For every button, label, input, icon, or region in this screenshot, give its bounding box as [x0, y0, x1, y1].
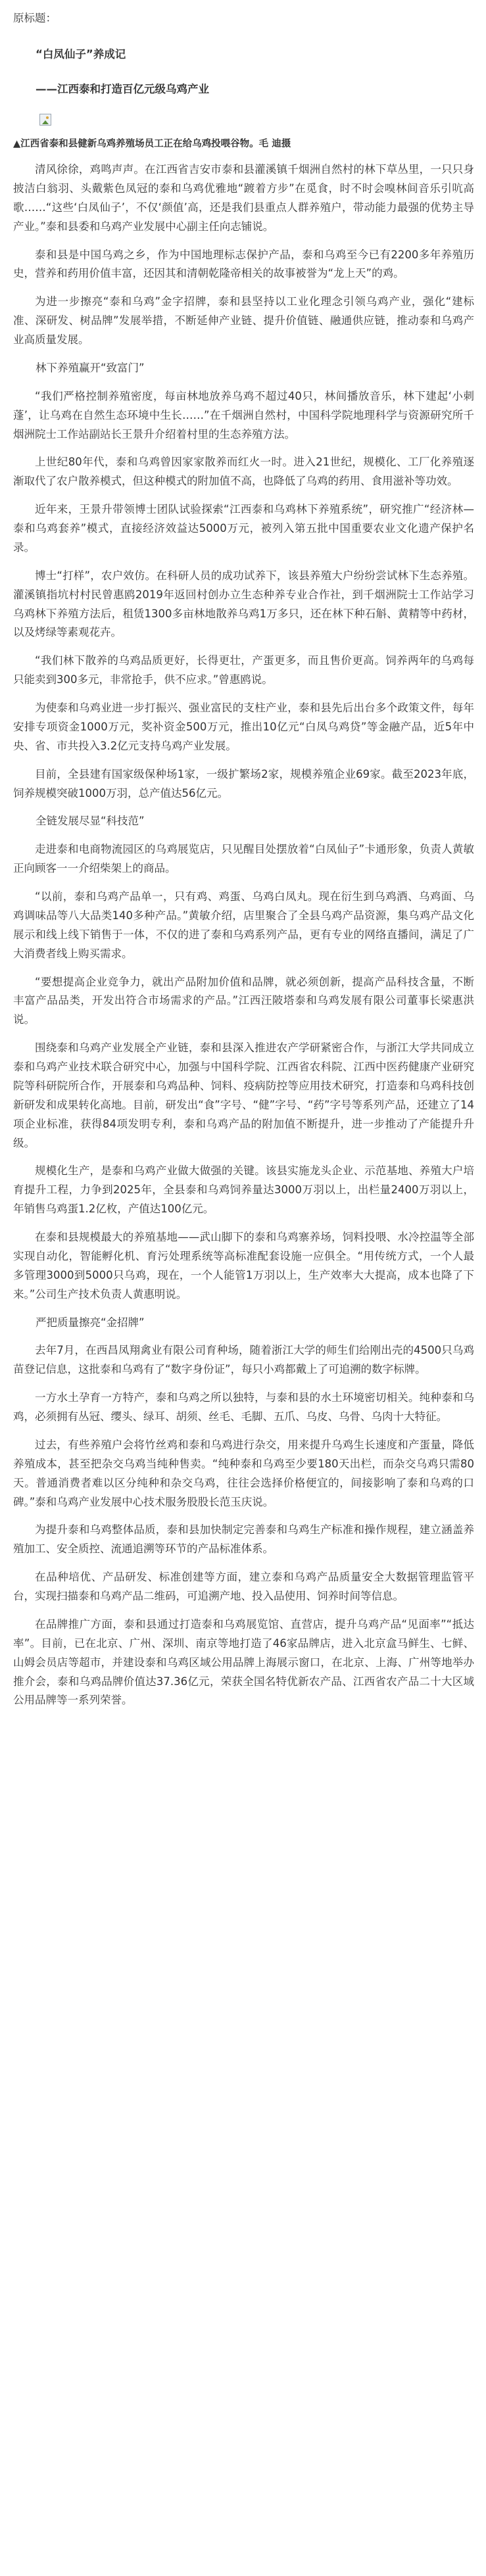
- paragraph: 博士“打样”，农户效仿。在科研人员的成功试养下，该县养殖大户纷纷尝试林下生态养殖。灌溪镇指坑村村民曾惠鸥2019年返回村创办立生态种养专业合作社，到千烟洲院士工作站学习乌鸡林下养殖方法后，租赁1300多亩林地散养乌鸡1万多只，还在林下种石斛、黄精等中药材，以及烤绿等素观花卉。: [13, 569, 474, 639]
- paragraph: 为进一步擦亮“泰和乌鸡”金字招牌，泰和县坚持以工业化理念引领乌鸡产业，强化“建标准、深研发、树品牌”发展举措，不断延伸产业链、提升价值链、融通供应链，推动泰和乌鸡产业高质量发展。: [13, 295, 474, 346]
- paragraph: 去年7月，在西昌凤翔禽业有限公司育种场，随着浙江大学的师生们给刚出壳的4500只乌鸡苗登记信息，这批泰和乌鸡有了“数字身份证”，每只小鸡都戴上了可追溯的数字标牌。: [13, 1344, 474, 1376]
- section-heading: 全链发展尽显“科技范”: [36, 815, 145, 828]
- article-title: “白凤仙子”养成记: [36, 47, 126, 60]
- paragraph: 在品种培优、产品研发、标准创建等方面，建立泰和乌鸡产品质量安全大数据管理监管平台，实现扫描泰和乌鸡产品二维码，可追溯产地、投入品使用、饲养时间等信息。: [13, 1571, 474, 1602]
- paragraph: 清风徐徐，鸡鸣声声。在江西省吉安市泰和县灌溪镇千烟洲自然村的林下草丛里，一只只身披洁白翁羽、头戴紫色凤冠的泰和乌鸡优雅地“踱着方步”在觅食，时不时会嗅林间音乐引吭高歌……“这些‘白凤仙子’，不仅‘颜值’高，还是我们县重点人群养殖户，带动能力最强的优势主导产业。”泰和县委和乌鸡产业发展中心副主任向志铺说。: [13, 163, 474, 233]
- paragraph: 一方水土孕育一方特产，泰和乌鸡之所以独特，与泰和县的水土环境密切相关。纯种泰和乌鸡，必须拥有丛冠、缨头、绿耳、胡须、丝毛、毛脚、五爪、乌皮、乌骨、乌肉十大特征。: [13, 1391, 474, 1423]
- section-heading: 严把质量擦亮“金招牌”: [36, 1316, 145, 1329]
- paragraph: 在泰和县规模最大的养殖基地——武山脚下的泰和乌鸡寨养场，饲料投喂、水冷控温等全部实现自动化，智能孵化机、育污处理系统等高标准配套设施一应俱全。“用传统方式，一个人最多管理3000到5000只乌鸡，现在，一个人能管1万羽以上，生产效率大大提高，成本也降了下来。”公司生产技术负责人黄惠明说。: [13, 1231, 474, 1300]
- paragraph: 过去，有些养殖户会将竹丝鸡和泰和乌鸡进行杂交，用来提升乌鸡生长速度和产蛋量，降低养殖成本，甚至把杂交乌鸡当纯种售卖。“纯种泰和乌鸡至少要180天出栏，而杂交乌鸡只需80天。普通消费者难以区分纯种和杂交乌鸡，往往会选择价格便宜的，间接影响了泰和乌鸡的口碑。”泰和乌鸡产业发展中心技术服务股股长范玉庆说。: [13, 1438, 474, 1508]
- broken-image-icon: [39, 114, 51, 126]
- paragraph: “以前，泰和乌鸡产品单一，只有鸡、鸡蛋、乌鸡白凤丸。现在衍生到乌鸡酒、乌鸡面、乌鸡调味品等八大品类140多种产品。”黄敏介绍，店里聚合了全县乌鸡产品资源，集乌鸡产品文化展示和线上线下销售于一体，不仅的进了泰和乌鸡系列产品，更有专业的网络直播间，满足了广大消费者线上购买需求。: [13, 890, 474, 960]
- paragraph: 规模化生产，是泰和乌鸡产业做大做强的关键。该县实施龙头企业、示范基地、养殖大户培育提升工程，力争到2025年，全县泰和乌鸡饲养量达3000万羽以上，出栏量2400万羽以上，年销售乌鸡蛋1.2亿枚，产值达100亿元。: [13, 1164, 474, 1216]
- paragraph: 泰和县是中国乌鸡之乡，作为中国地理标志保护产品，泰和乌鸡至今已有2200多年养殖历史，营养和药用价值丰富，还因其和清朝乾隆帝相关的故事被誉为“龙上天”的鸡。: [13, 248, 474, 280]
- paragraph: 在品牌推广方面，泰和县通过打造泰和乌鸡展览馆、直营店，提升乌鸡产品“见面率”“抵达率”。目前，已在北京、广州、深圳、南京等地打造了46家品牌店，进入北京盒马鲜生、七鲜、山姆会员店等超市，并建设泰和乌鸡区域公用品牌上海展示窗口，在北京、上海、广州等地举办推介会，泰和乌鸡品牌价值达37.36亿元，荣获全国名特优新农产品、江西省农产品二十大区域公用品牌等一系列荣誉。: [13, 1617, 474, 1707]
- paragraph: 走进泰和电商物流园区的乌鸡展览店，只见醒目处摆放着“白凤仙子”卡通形象，负责人黄敏正向顾客一一介绍柴架上的商品。: [13, 843, 474, 875]
- paragraph: 近年来，王景升带领博士团队试验探索“江西泰和乌鸡林下养殖系统”，研究推广“经济林—泰和乌鸡套养”模式，直接经济效益达5000万元，被列入第五批中国重要农业文化遗产保护名录。: [13, 503, 474, 554]
- photo-caption: ▲江西省泰和县健新乌鸡养殖场员工正在给乌鸡投喂谷物。毛 迪摄: [13, 138, 291, 149]
- paragraph: 围绕泰和乌鸡产业发展全产业链，泰和县深入推进农产学研紧密合作，与浙江大学共同成立泰和乌鸡产业技术联合研究中心，加强与中国科学院、江西省农科院、江西中医药健康产业研究院等科研院所合作，开展泰和乌鸡品种、饲料、疫病防控等应用技术研究，打造泰和乌鸡科技创新研发和成果转化高地。目前，研发出“食”字号、“健”字号、“药”字号等系列产品，还建立了14项企业标准，获得84项发明专利，泰和乌鸡产品的附加值不断提升，进一步推动了产能提升升级。: [13, 1041, 474, 1149]
- article-subtitle: ——江西泰和打造百亿元级乌鸡产业: [36, 82, 209, 95]
- paragraph: “要想提高企业竞争力，就出产品附加价值和品牌，就必须创新，提高产品科技含量，不断丰富产品品类，开发出符合市场需求的产品。”江西汪陂塔泰和乌鸡发展有限公司董事长梁惠洪说。: [13, 975, 474, 1026]
- paragraph: “我们林下散养的乌鸡品质更好，长得更壮，产蛋更多，而且售价更高。饲养两年的乌鸡每只能卖到300多元，非常抢手，供不应求。”曾惠鸥说。: [13, 654, 474, 686]
- paragraph: 上世纪80年代，泰和乌鸡曾因家家散养而红火一时。进入21世纪，规模化、工厂化养殖逐渐取代了农户散养模式，但这种模式的附加值不高，也降低了乌鸡的药用、食用滋补等功效。: [13, 456, 474, 488]
- original-title-label: 原标题：: [13, 12, 57, 24]
- paragraph: “我们严格控制养殖密度，每亩林地放养乌鸡不超过40只，林间播放音乐，林下建起‘小刺蓬’，让乌鸡在自然生态环境中生长……”在千烟洲自然村，中国科学院地理科学与资源研究所千烟洲院士工作站副站长王景升介绍着村里的生态养殖方法。: [13, 389, 474, 441]
- paragraph: 目前，全县建有国家级保种场1家，一级扩繁场2家，规模养殖企业69家。截至2023年底，饲养规模突破1000万羽，总产值达56亿元。: [13, 767, 474, 799]
- section-heading: 林下养殖赢开“致富门”: [36, 361, 145, 374]
- paragraph: 为使泰和乌鸡业进一步打振兴、强业富民的支柱产业，泰和县先后出台多个政策文件，每年安排专项资金1000万元，奖补资金500万元，推出10亿元“白凤乌鸡贷”等金融产品，近5年中央、省、市共投入3.2亿元支持乌鸡产业发展。: [13, 702, 474, 752]
- paragraph: 为提升泰和乌鸡整体品质，泰和县加快制定完善泰和乌鸡生产标准和操作规程，建立涵盖养殖加工、安全质控、流通追溯等环节的产品标准体系。: [13, 1523, 474, 1556]
